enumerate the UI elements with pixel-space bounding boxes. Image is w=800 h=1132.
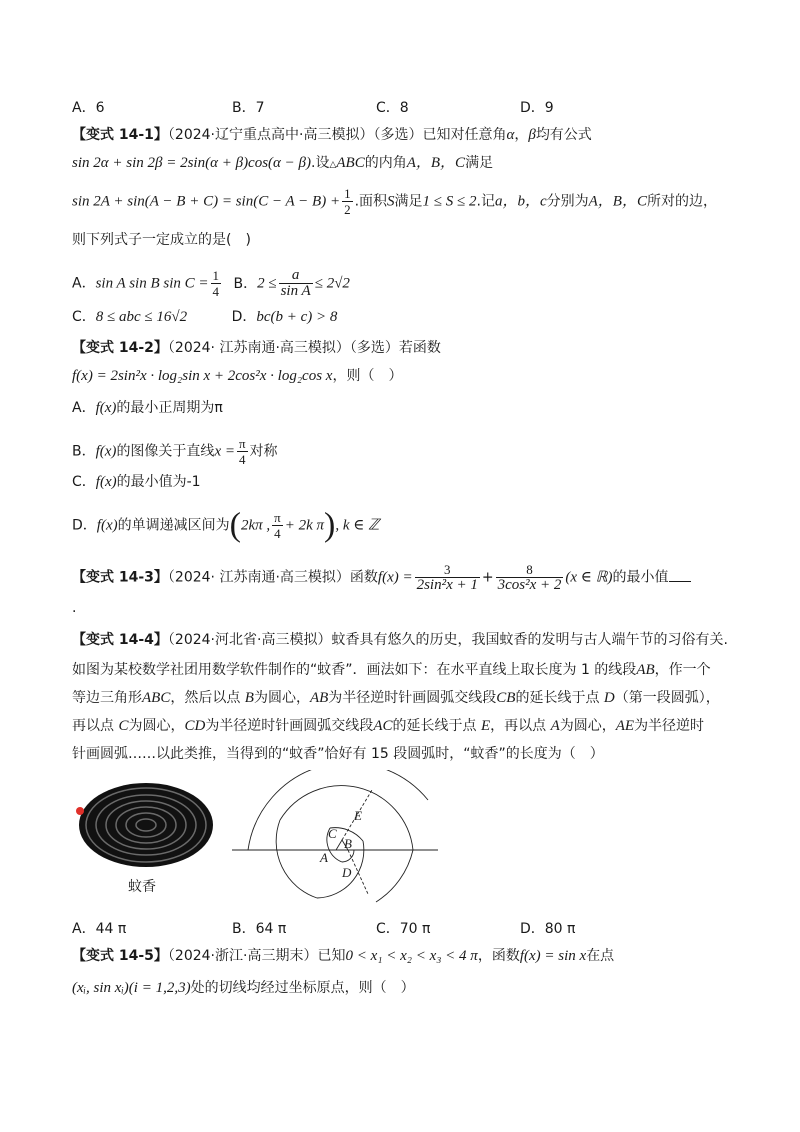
burning-tip-icon: [76, 807, 84, 815]
q14-option-a: A．6: [72, 100, 105, 116]
v1-header: 【变式 14-1】（2024·辽宁重点高中·高三模拟）（多选）已知对任意角α，β均有公式: [72, 127, 592, 143]
v3-fraction-2: $\frac{8}{\text{3cos²x + 2}}$: [497, 562, 562, 593]
v2-option-b: B．f(x)的图像关于直线x = $\frac{\pi}{4}$ 对称: [72, 436, 278, 467]
v1-options-cd: C．8 ≤ abc ≤ 16√2 D．bc(b + c) > 8: [72, 309, 338, 325]
v1-condition-line: sin 2A + sin(A − B + C) = sin(C − A − B) + $\frac{1}{2}$ .面积S满足1 ≤ S ≤ 2.记a，b，c分别为A，B，C所对的边，: [72, 186, 717, 217]
v2-function-line: f(x) = 2sin²x · log₂sin x + 2cos²x · log₂cos x，则（ ）: [72, 368, 403, 384]
v1-half-fraction: $\frac{1}{2}$: [344, 186, 351, 217]
v1-source: （2024·辽宁重点高中·高三模拟）（多选）已知对任意角: [167, 127, 507, 143]
arc-7: [376, 850, 413, 902]
v2-option-c: C．f(x)的最小值为-1: [72, 474, 201, 490]
label-d: D: [342, 865, 352, 880]
v4-line-1: 【变式 14-4】（2024·河北省·高三模拟）蚊香具有悠久的历史，我国蚊香的发明与古人端午节的习俗有关.: [72, 632, 728, 648]
v1-option-b-fraction: $\frac{a}{\text{sin A}}$: [280, 267, 311, 299]
label-a: A: [320, 850, 328, 865]
label-c: C: [328, 826, 337, 841]
v4-option-a: A．44 π: [72, 921, 127, 937]
v1-option-a: sin A sin B sin C =: [95, 275, 209, 292]
v3-answer-blank: [669, 569, 691, 582]
v2-tag: 【变式 14-2】: [72, 340, 168, 356]
v5-tag: 【变式 14-5】: [72, 948, 168, 964]
v4-line-2: 如图为某校数学社团用数学软件制作的“蚊香”．画法如下：在水平直线上取长度为 1 的线段AB，作一个: [72, 662, 711, 678]
v2-option-d: D．f(x)的单调递减区间为(2kπ , $\frac{\pi}{4}$ + 2k π), k ∈ ℤ: [72, 506, 380, 544]
v3-line: 【变式 14-3】（2024· 江苏南通·高三模拟）函数f(x) = $\frac{3}{\text{2sin²x + 1}}$ + $\frac{8}{\text{3cos²x + 2}}$ (x ∈ ℝ)的最小值: [72, 562, 691, 593]
label-e: E: [354, 808, 362, 823]
v1-options-ab: A．sin A sin B sin C = $\frac{1}{4}$ B．2 ≤ $\frac{a}{\text{sin A}}$ ≤ 2√2: [72, 267, 350, 299]
v4-line-4: 再以点 C为圆心，CD为半径逆时针画圆弧交线段AC的延长线于点 E，再以点 A为圆心，AE为半径逆时: [72, 718, 705, 734]
v1-formula: sin 2α + sin 2β = 2sin(α + β)cos(α − β): [72, 155, 312, 171]
v4-option-c: C．70 π: [376, 921, 431, 937]
v3-period: .: [72, 600, 77, 616]
arc-5: [276, 820, 317, 898]
mosquito-coil-image: [74, 778, 218, 870]
v3-fraction-1: $\frac{3}{\text{2sin²x + 1}}$: [416, 562, 478, 593]
v2-option-a: A．f(x)的最小正周期为π: [72, 400, 223, 416]
v2-header: 【变式 14-2】（2024· 江苏南通·高三模拟）（多选）若函数: [72, 340, 441, 356]
v1-question: 则下列式子一定成立的是( ): [72, 232, 251, 248]
v3-tag: 【变式 14-3】: [72, 569, 168, 586]
v1-option-d: bc(b + c) > 8: [256, 309, 338, 325]
v4-option-d: D．80 π: [520, 921, 576, 937]
figure-caption: 蚊香: [128, 879, 156, 895]
q14-option-b: B．7: [232, 100, 265, 116]
v4-line-3: 等边三角形ABC，然后以点 B为圆心，AB为半径逆时针画圆弧交线段CB的延长线于点 D（第一段圆弧），: [72, 690, 720, 706]
q14-option-c: C．8: [376, 100, 409, 116]
v4-option-b: B．64 π: [232, 921, 287, 937]
v1-formula-line: sin 2α + sin 2β = 2sin(α + β)cos(α − β).设△ABC的内角A，B，C满足: [72, 155, 494, 171]
v2-function: f(x) = 2sin²x · log₂sin x + 2cos²x · log₂cos x: [72, 368, 333, 384]
v4-tag: 【变式 14-4】: [72, 632, 168, 648]
v4-line-5: 针画圆弧……以此类推，当得到的“蚊香”恰好有 15 段圆弧时，“蚊香”的长度为（ ）: [72, 746, 604, 762]
label-b: B: [344, 836, 352, 851]
outer-arc: [248, 770, 428, 850]
v5-line-2: (xᵢ, sin xᵢ)(i = 1,2,3)处的切线均经过坐标原点，则（ ）: [72, 980, 415, 996]
spiral-diagram: [230, 770, 442, 904]
q14-option-d: D．9: [520, 100, 554, 116]
v1-option-c: 8 ≤ abc ≤ 16√2: [95, 309, 188, 325]
v1-condition: sin 2A + sin(A − B + C) = sin(C − A − B) +: [72, 193, 341, 210]
v1-tag: 【变式 14-1】: [72, 127, 168, 143]
v5-line-1: 【变式 14-5】（2024·浙江·高三期末）已知0 < x₁ < x₂ < x₃ < 4 π，函数f(x) = sin x在点: [72, 948, 615, 964]
